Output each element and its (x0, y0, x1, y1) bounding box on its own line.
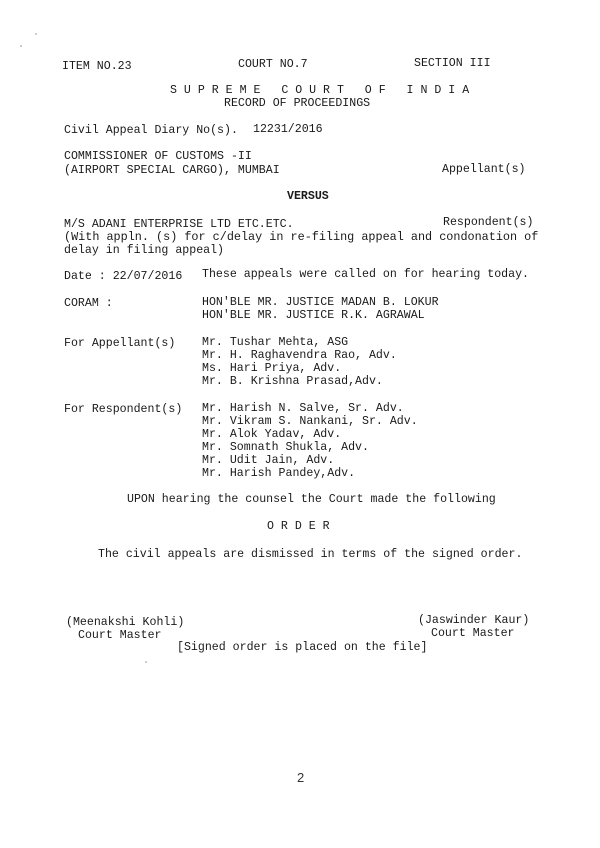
respondent-counsel-2: Mr. Vikram S. Nankani, Sr. Adv. (202, 415, 418, 428)
diary-number: 12231/2016 (253, 123, 323, 136)
scan-speck (20, 45, 22, 47)
record-of-proceedings: RECORD OF PROCEEDINGS (224, 97, 371, 110)
appellant-role: Appellant(s) (442, 163, 526, 176)
respondent-counsel-3: Mr. Alok Yadav, Adv. (202, 428, 342, 441)
left-signatory-title: Court Master (78, 629, 162, 642)
appellant-counsel-3: Ms. Hari Priya, Adv. (202, 362, 342, 375)
appellant-counsel-label: For Appellant(s) (64, 337, 176, 350)
item-number: ITEM NO.23 (62, 60, 132, 73)
page-number: 2 (297, 770, 305, 785)
scan-speck (145, 661, 147, 663)
scan-speck (35, 33, 37, 35)
appellant-counsel-4: Mr. B. Krishna Prasad,Adv. (202, 375, 383, 388)
respondent-counsel-5: Mr. Udit Jain, Adv. (202, 454, 335, 467)
appellant-counsel-2: Mr. H. Raghavendra Rao, Adv. (202, 349, 397, 362)
order-text: The civil appeals are dismissed in terms of the signed order. (98, 548, 523, 561)
respondent-counsel-1: Mr. Harish N. Salve, Sr. Adv. (202, 402, 404, 415)
order-heading: O R D E R (267, 520, 330, 533)
left-signatory-name: (Meenakshi Kohli) (66, 616, 185, 629)
appellant-name-line2: (AIRPORT SPECIAL CARGO), MUMBAI (64, 164, 280, 177)
right-signatory-title: Court Master (431, 627, 515, 640)
respondent-name: M/S ADANI ENTERPRISE LTD ETC.ETC. (64, 218, 294, 231)
judge-2: HON'BLE MR. JUSTICE R.K. AGRAWAL (202, 309, 425, 322)
application-line2: delay in filing appeal) (64, 244, 225, 257)
coram-label: CORAM : (64, 297, 113, 310)
section-label: SECTION III (414, 57, 491, 70)
right-signatory-name: (Jaswinder Kaur) (418, 614, 530, 627)
appellant-name-line1: COMMISSIONER OF CUSTOMS -II (64, 150, 252, 163)
court-number: COURT NO.7 (238, 58, 308, 71)
respondent-counsel-label: For Respondent(s) (64, 403, 183, 416)
versus-label: VERSUS (287, 190, 329, 203)
signed-order-note: [Signed order is placed on the file] (177, 641, 428, 654)
diary-label: Civil Appeal Diary No(s). (64, 124, 238, 137)
respondent-role: Respondent(s) (443, 216, 534, 229)
appellant-counsel-1: Mr. Tushar Mehta, ASG (202, 336, 349, 349)
hearing-text: These appeals were called on for hearing today. (202, 268, 529, 281)
hearing-date: Date : 22/07/2016 (64, 270, 183, 283)
order-intro: UPON hearing the counsel the Court made the following (127, 493, 496, 506)
court-name-title: S U P R E M E C O U R T O F I N D I A (170, 84, 470, 97)
application-line1: (With appln. (s) for c/delay in re-filing appeal and condonation of (64, 230, 539, 244)
respondent-counsel-4: Mr. Somnath Shukla, Adv. (202, 441, 369, 454)
respondent-counsel-6: Mr. Harish Pandey,Adv. (202, 467, 356, 480)
judge-1: HON'BLE MR. JUSTICE MADAN B. LOKUR (202, 296, 439, 309)
